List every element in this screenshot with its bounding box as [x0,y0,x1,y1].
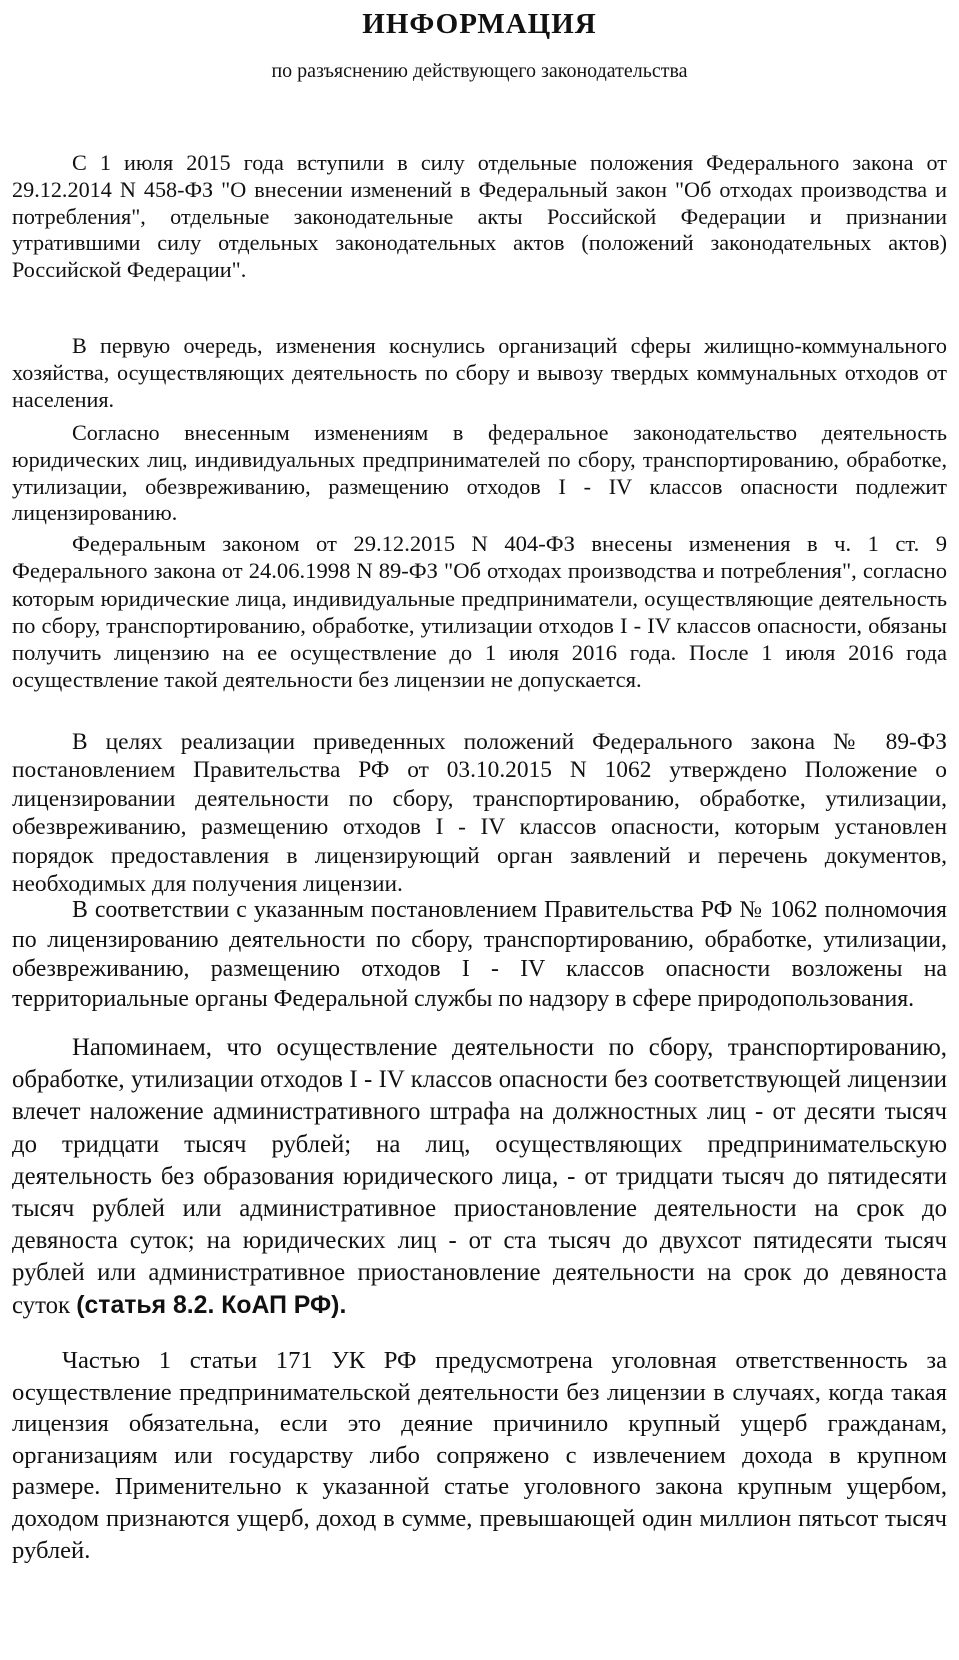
paragraph-1: С 1 июля 2015 года вступили в силу отдельные положения Федерального закона от 29.12.2014 N 458-ФЗ "О внесении изменений в Федеральный закон "Об отходах производства и потребления", отдельные законодательные акты Российской Федерации и признании утратившими силу отдельных законодательных актов (положений законодательных актов) Российской Федерации". [12,150,947,283]
document-subtitle: по разъяснению действующего законодательства [271,60,688,82]
paragraph-5: В целях реализации приведенных положений Федерального закона № 89-ФЗ постановлением Правительства РФ от 03.10.2015 N 1062 утверждено Положение о лицензировании деятельности по сбору, транспортированию, обработке, утилизации, обезвреживанию, размещению отходов I - IV классов опасности, которым установлен порядок предоставления в лицензирующий орган заявлений и перечень документов, необходимых для получения лицензии. [12,729,947,898]
paragraph-2: В первую очередь, изменения коснулись организаций сферы жилищно-коммунального хозяйства, осуществляющих деятельность по сбору и вывозу твердых коммунальных отходов от населения. [12,333,947,412]
law-reference: (статья 8.2. КоАП РФ). [76,1291,347,1319]
paragraph-4: Федеральным законом от 29.12.2015 N 404-ФЗ внесены изменения в ч. 1 ст. 9 Федерального закона от 24.06.1998 N 89-ФЗ "Об отходах производства и потребления", согласно которым юридические лица, индивидуальные предприниматели, осуществляющие деятельность по сбору, транспортированию, обработке, утилизации отходов I - IV классов опасности, обязаны получить лицензию на ее осуществление до 1 июля 2016 года. После 1 июля 2016 года осуществление такой деятельности без лицензии не допускается. [12,531,947,693]
paragraph-3: Согласно внесенным изменениям в федеральное законодательство деятельность юридических лиц, индивидуальных предпринимателей по сбору, транспортированию, обработке, утилизации, обезвреживанию, размещению отходов I - IV классов опасности подлежит лицензированию. [12,420,947,526]
paragraph-7-text: Напоминаем, что осуществление деятельности по сбору, транспортированию, обработке, утилизации отходов I - IV классов опасности без соответствующей лицензии влечет наложение административного штрафа на должностных лиц - от десяти тысяч до тридцати тысяч рублей; на лиц, осуществляющих предпринимательскую деятельность без образования юридического лица, - от тридцати тысяч до пятидесяти тысяч рублей или административное приостановление деятельности на срок до девяноста суток; на юридических лиц - от ста тысяч до двухсот пятидесяти тысяч рублей или административное приостановление деятельности на срок до девяноста суток [12,1034,947,1319]
paragraph-6: В соответствии с указанным постановлением Правительства РФ № 1062 полномочия по лицензированию деятельности по сбору, транспортированию, обработке, утилизации, обезвреживанию, размещению отходов I - IV классов опасности возложены на территориальные органы Федеральной службы по надзору в сфере природопользования. [12,897,947,1012]
document-title: ИНФОРМАЦИЯ [362,8,597,40]
paragraph-8: Частью 1 статьи 171 УК РФ предусмотрена уголовная ответственность за осуществление предпринимательской деятельности без лицензии в случаях, когда такая лицензия обязательна, если это деяние причинило крупный ущерб гражданам, организациям или государству либо сопряжено с извлечением дохода в крупном размере. Применительно к указанной статье уголовного закона крупным ущербом, доходом признаются ущерб, доход в сумме, превышающей один миллион пятьсот тысяч рублей. [12,1347,947,1564]
paragraph-7 [12,1032,947,1322]
